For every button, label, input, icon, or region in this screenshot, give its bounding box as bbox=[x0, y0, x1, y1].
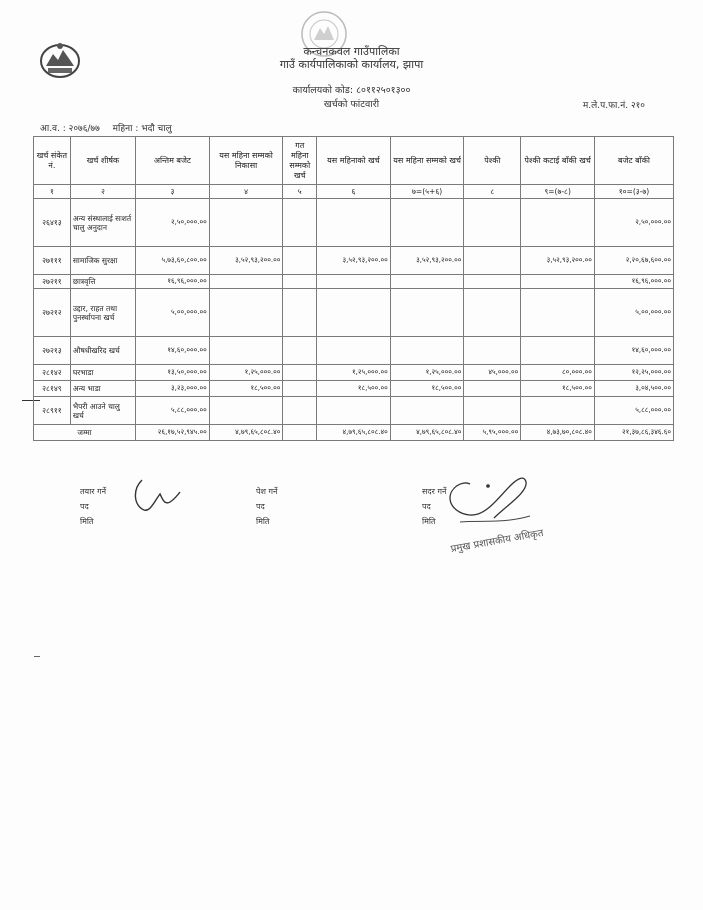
total-cumulative: ४,७९,६५,८०८.४० bbox=[390, 425, 464, 441]
index-cell: २ bbox=[70, 185, 135, 199]
cell-budget: २,५०,०००.०० bbox=[136, 199, 210, 247]
cell-head: औषधीखरिद खर्च bbox=[70, 337, 135, 365]
index-cell: ९=(७-८) bbox=[521, 185, 595, 199]
table-header-row bbox=[34, 137, 674, 185]
expense-table bbox=[33, 136, 674, 441]
cell-prev bbox=[283, 247, 317, 275]
cell-budget: ५,००,०००.०० bbox=[136, 289, 210, 337]
prepared-date-label: मिति bbox=[80, 517, 94, 526]
cell-net: १८,५००.०० bbox=[521, 381, 595, 397]
form-number: म.ले.प.फा.नं. २१० bbox=[582, 101, 645, 111]
cell-release bbox=[209, 289, 283, 337]
cell-release bbox=[209, 337, 283, 365]
total-advance: ५,९५,०००.०० bbox=[464, 425, 521, 441]
cell-prev bbox=[283, 381, 317, 397]
total-label: जम्मा bbox=[34, 425, 136, 441]
fiscal-month: महिना : भदौ चालु bbox=[112, 124, 172, 134]
approved-post-label: पद bbox=[422, 502, 431, 511]
index-cell: ४ bbox=[209, 185, 283, 199]
cell-release: ३,५२,९३,२००.०० bbox=[209, 247, 283, 275]
cell-budget: ३,२३,०००.०० bbox=[136, 381, 210, 397]
cell-net: ८०,०००.०० bbox=[521, 365, 595, 381]
total-prev bbox=[283, 425, 317, 441]
prepared-by-label: तयार गर्ने bbox=[80, 487, 107, 496]
index-cell: १ bbox=[34, 185, 71, 199]
cell-balance: १२,२५,०००.०० bbox=[594, 365, 673, 381]
margin-dash bbox=[34, 656, 40, 657]
cell-head: उद्दार, राहत तथा पुनर्स्थापना खर्च bbox=[70, 289, 135, 337]
cell-head: घरभाडा bbox=[70, 365, 135, 381]
prepared-by-block bbox=[80, 484, 106, 529]
table-row bbox=[34, 199, 674, 247]
cell-net bbox=[521, 199, 595, 247]
cell-prev bbox=[283, 365, 317, 381]
cell-code: २८९११ bbox=[34, 397, 71, 425]
cell-this-month bbox=[317, 275, 391, 289]
index-cell: १०=(३-७) bbox=[594, 185, 673, 199]
table-row bbox=[34, 289, 674, 337]
cell-advance bbox=[464, 275, 521, 289]
cell-code: २७२१३ bbox=[34, 337, 71, 365]
cell-budget: १३,५०,०००.०० bbox=[136, 365, 210, 381]
cell-head: अन्य भाडा bbox=[70, 381, 135, 397]
col-header-advance: पेश्की bbox=[464, 137, 521, 185]
table-row bbox=[34, 381, 674, 397]
table-row bbox=[34, 397, 674, 425]
col-header-head: खर्च शीर्षक bbox=[70, 137, 135, 185]
cell-code: २६४१३ bbox=[34, 199, 71, 247]
cell-this-month: ३,५२,९३,२००.०० bbox=[317, 247, 391, 275]
cell-balance: २,२०,६७,६००.०० bbox=[594, 247, 673, 275]
cell-advance: ४५,०००.०० bbox=[464, 365, 521, 381]
index-cell: ३ bbox=[136, 185, 210, 199]
table-row bbox=[34, 275, 674, 289]
total-release: ४,७९,६५,८०८.४० bbox=[209, 425, 283, 441]
submitted-date-label: मिति bbox=[256, 517, 270, 526]
cell-balance: ३,०४,५००.०० bbox=[594, 381, 673, 397]
cell-release bbox=[209, 199, 283, 247]
total-row bbox=[34, 425, 674, 441]
cell-cumulative bbox=[390, 337, 464, 365]
cell-advance bbox=[464, 337, 521, 365]
cell-balance: १६,९६,०००.०० bbox=[594, 275, 673, 289]
cell-cumulative bbox=[390, 397, 464, 425]
index-cell: ८ bbox=[464, 185, 521, 199]
prepared-post-label: पद bbox=[80, 502, 89, 511]
cell-release bbox=[209, 397, 283, 425]
cell-cumulative bbox=[390, 275, 464, 289]
cell-this-month bbox=[317, 289, 391, 337]
signature-prepared-icon bbox=[130, 472, 185, 520]
submitted-by-label: पेश गर्ने bbox=[256, 487, 278, 496]
cell-prev bbox=[283, 397, 317, 425]
cell-cumulative bbox=[390, 289, 464, 337]
cell-head: छात्रवृत्ति bbox=[70, 275, 135, 289]
officer-stamp: प्रमुख प्रशासकीय अधिकृत bbox=[450, 527, 545, 556]
index-cell: ७=(५+६) bbox=[390, 185, 464, 199]
cell-this-month bbox=[317, 337, 391, 365]
cell-advance bbox=[464, 289, 521, 337]
fiscal-info bbox=[40, 121, 182, 134]
cell-cumulative: १,२५,०००.०० bbox=[390, 365, 464, 381]
cell-cumulative: ३,५२,९३,२००.०० bbox=[390, 247, 464, 275]
index-row bbox=[34, 185, 674, 199]
cell-budget: ५,७३,६०,८००.०० bbox=[136, 247, 210, 275]
cell-this-month bbox=[317, 397, 391, 425]
col-header-release: यस महिना सम्मको निकासा bbox=[209, 137, 283, 185]
cell-advance bbox=[464, 397, 521, 425]
cell-cumulative bbox=[390, 199, 464, 247]
cell-prev bbox=[283, 199, 317, 247]
cell-prev bbox=[283, 275, 317, 289]
office-code: कार्यालयको कोड: ८०११२५०१३०० bbox=[292, 85, 411, 96]
cell-balance: ५,००,०००.०० bbox=[594, 289, 673, 337]
cell-advance bbox=[464, 381, 521, 397]
cell-net: ३,५२,९३,२००.०० bbox=[521, 247, 595, 275]
table-row bbox=[34, 337, 674, 365]
col-header-net: पेश्की कटाई बाँकी खर्च bbox=[521, 137, 595, 185]
table-row bbox=[34, 247, 674, 275]
cell-release: १,२५,०००.०० bbox=[209, 365, 283, 381]
cell-this-month bbox=[317, 199, 391, 247]
cell-head: अन्य संस्थालाई सःशर्त चालु अनुदान bbox=[70, 199, 135, 247]
cell-budget: १६,९६,०००.०० bbox=[136, 275, 210, 289]
approved-date-label: मिति bbox=[422, 517, 436, 526]
cell-balance: १४,६०,०००.०० bbox=[594, 337, 673, 365]
total-budget: २६,१७,५२,९४५.०० bbox=[136, 425, 210, 441]
col-header-code: खर्च संकेत नं. bbox=[34, 137, 71, 185]
col-header-this-month: यस महिनाको खर्च bbox=[317, 137, 391, 185]
cell-advance bbox=[464, 199, 521, 247]
cell-advance bbox=[464, 247, 521, 275]
fiscal-year: आ.व. : २०७६/७७ bbox=[40, 124, 100, 134]
cell-this-month: १८,५००.०० bbox=[317, 381, 391, 397]
cell-net bbox=[521, 397, 595, 425]
cell-budget: १४,६०,०००.०० bbox=[136, 337, 210, 365]
cell-cumulative: १८,५००.०० bbox=[390, 381, 464, 397]
cell-code: २७२११ bbox=[34, 275, 71, 289]
office-name: गाउँ कार्यपालिकाको कार्यालय, झापा bbox=[279, 58, 424, 71]
cell-prev bbox=[283, 337, 317, 365]
total-balance: २१,३७,८६,३४६.६० bbox=[594, 425, 673, 441]
cell-code: २७२१२ bbox=[34, 289, 71, 337]
cell-prev bbox=[283, 289, 317, 337]
cell-net bbox=[521, 337, 595, 365]
total-this-month: ४,७९,६५,८०८.४० bbox=[317, 425, 391, 441]
municipality-name: कन्चनकवल गाउँपालिका bbox=[303, 45, 400, 58]
index-cell: ६ bbox=[317, 185, 391, 199]
document-title: खर्चको फांटवारी bbox=[323, 99, 380, 110]
approved-by-label: सदर गर्ने bbox=[422, 487, 447, 496]
cell-net bbox=[521, 289, 595, 337]
index-cell: ५ bbox=[283, 185, 317, 199]
cell-balance: २,५०,०००.०० bbox=[594, 199, 673, 247]
cell-release bbox=[209, 275, 283, 289]
cell-head: भैपरी आउने चालु खर्च bbox=[70, 397, 135, 425]
col-header-balance: बजेट बाँकी bbox=[594, 137, 673, 185]
cell-code: २८१४९ bbox=[34, 381, 71, 397]
cell-code: २७१११ bbox=[34, 247, 71, 275]
col-header-budget: अन्तिम बजेट bbox=[136, 137, 210, 185]
submitted-post-label: पद bbox=[256, 502, 265, 511]
cell-budget: ५,८८,०००.०० bbox=[136, 397, 210, 425]
cell-head: सामाजिक सुरक्षा bbox=[70, 247, 135, 275]
submitted-by-block bbox=[256, 484, 277, 529]
cell-balance: ५,८८,०००.०० bbox=[594, 397, 673, 425]
table-row bbox=[34, 365, 674, 381]
col-header-prev: गत महिना सम्मको खर्च bbox=[283, 137, 317, 185]
cell-net bbox=[521, 275, 595, 289]
cell-code: २८१४२ bbox=[34, 365, 71, 381]
total-net: ४,७३,७०,८०८.४० bbox=[521, 425, 595, 441]
cell-this-month: १,२५,०००.०० bbox=[317, 365, 391, 381]
col-header-cumulative: यस महिना सम्मको खर्च bbox=[390, 137, 464, 185]
cell-release: १८,५००.०० bbox=[209, 381, 283, 397]
